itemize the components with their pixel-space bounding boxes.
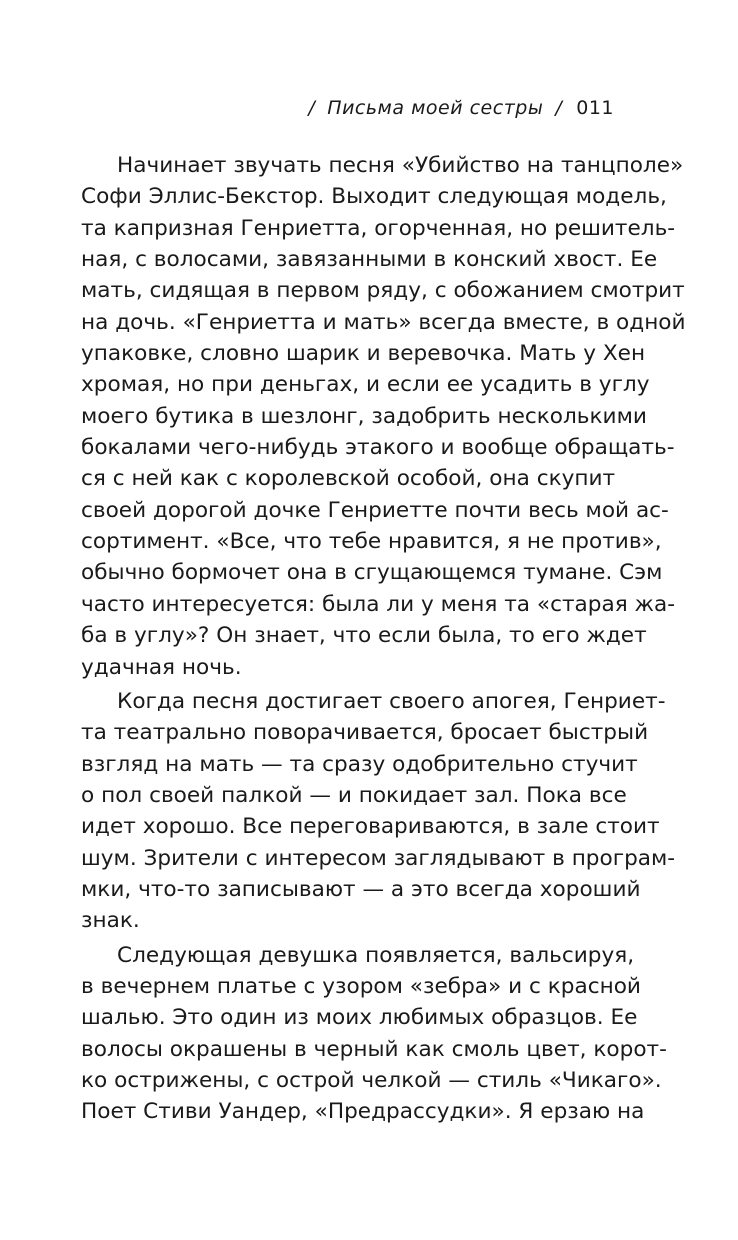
text-line: удачная ночь. [81, 654, 242, 680]
text-line: часто интересуется: была ли у меня та «старая жа- [81, 591, 676, 617]
running-head [296, 97, 614, 119]
text-line: ба в углу»? Он знает, что если была, то его ждет [81, 623, 647, 649]
text-line: шалью. Это один из моих любимых образцов. Ее [81, 1005, 638, 1031]
text-line: та театрально поворачивается, бросает быстрый [81, 720, 649, 746]
text-line: упаковке, словно шарик и веревочка. Мать у Хен [81, 341, 646, 367]
page-number: 011 [576, 97, 614, 119]
text-line: та капризная Генриетта, огорченная, но решитель- [81, 215, 676, 241]
text-line: мать, сидящая в первом ряду, с обожанием смотрит [81, 278, 685, 304]
text-line: моего бутика в шезлонг, задобрить несколькими [81, 403, 647, 429]
text-line: хромая, но при деньгах, и если ее усадить в углу [81, 372, 650, 398]
text-line: о пол своей палкой — и покидает зал. Пока все [81, 782, 627, 808]
text-line: обычно бормочет она в сгущающемся тумане. Сэм [81, 560, 663, 586]
paragraph [81, 150, 686, 683]
running-head-separator-left: / [308, 97, 316, 119]
paragraph [81, 686, 676, 937]
text-line: в вечернем платье с узором «зебра» и с красной [81, 973, 641, 999]
text-line: ная, с волосами, завязанными в конский хвост. Ее [81, 247, 658, 273]
text-line: бокалами чего-нибудь этакого и вообще обращать- [81, 435, 675, 461]
text-line: Поет Стиви Уандер, «Предрассудки». Я ерзаю на [81, 1099, 645, 1125]
text-line: шум. Зрители с интересом заглядывают в програм- [81, 845, 676, 871]
text-line: ся с ней как с королевской особой, она скупит [81, 466, 616, 492]
text-line: ко острижены, с острой челкой — стиль «Чикаго». [81, 1067, 662, 1093]
text-line: волосы окрашены в черный как смоль цвет, корот- [81, 1036, 667, 1062]
paragraph [81, 940, 667, 1128]
text-line: Софи Эллис-Бекстор. Выходит следующая модель, [81, 184, 667, 210]
text-line: Когда песня достигает своего апогея, Генриет- [117, 688, 666, 714]
text-line: своей дорогой дочке Генриетте почти весь мой ас- [81, 497, 669, 523]
text-line: Следующая девушка появляется, вальсируя, [117, 942, 635, 968]
text-line: сортимент. «Все, что тебе нравится, я не против», [81, 529, 662, 555]
body-text [81, 150, 686, 1128]
text-line: идет хорошо. Все переговариваются, в зале стоит [81, 814, 660, 840]
text-line: мки, что-то записывают — а это всегда хороший [81, 876, 641, 902]
text-line: знак. [81, 908, 140, 934]
text-line: взгляд на мать — та сразу одобрительно стучит [81, 751, 638, 777]
text-line: Начинает звучать песня «Убийство на танцполе» [117, 153, 684, 178]
running-head-separator-right: / [555, 97, 563, 119]
text-line: на дочь. «Генриетта и мать» всегда вместе, в одной [81, 309, 686, 335]
book-title: Письма моей сестры [327, 97, 544, 119]
